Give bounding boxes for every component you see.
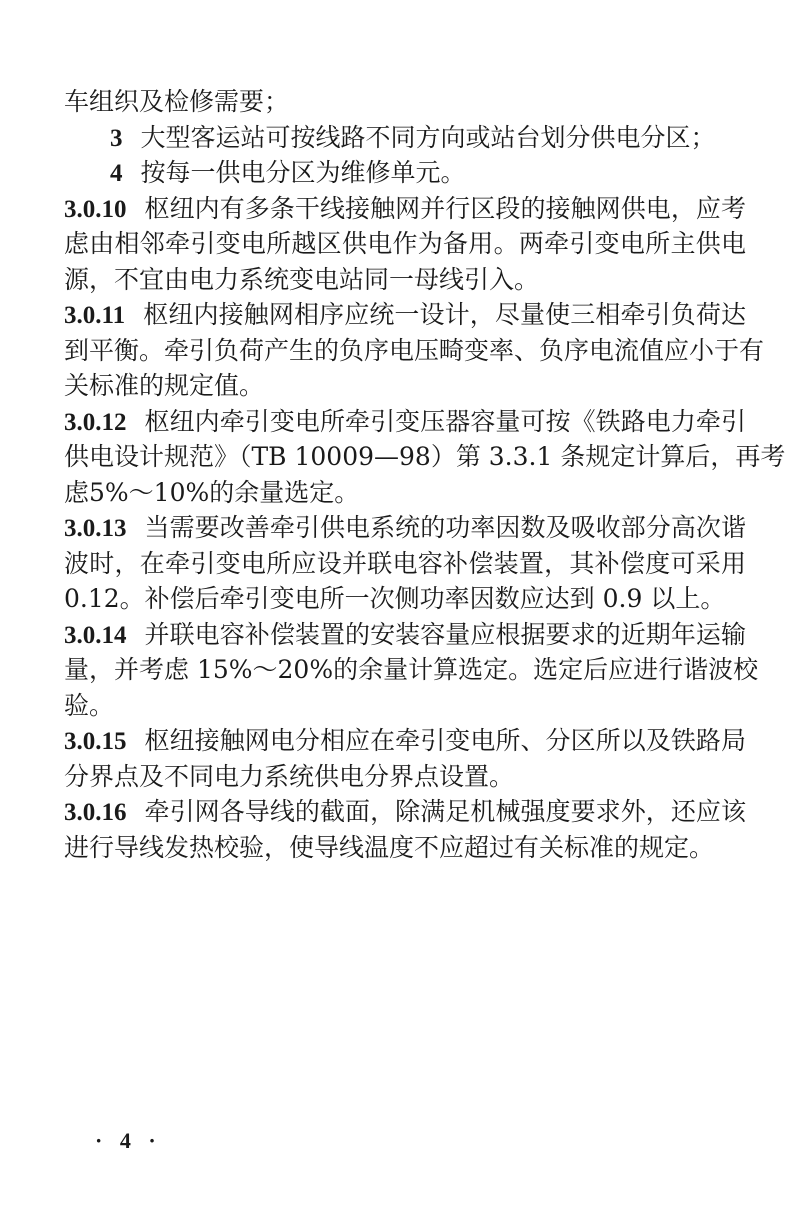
text-line [64, 723, 746, 759]
clause-text: 枢纽内有多条干线接触网并行区段的接触网供电，应考 [144, 193, 746, 223]
text-line [64, 262, 746, 298]
clause-text: 并联电容补偿装置的安装容量应根据要求的近期年运输 [144, 619, 746, 649]
document-body [64, 84, 786, 865]
clause-text: 源，不宜由电力系统变电站同一母线引入。 [64, 264, 540, 294]
text-line [64, 617, 746, 653]
clause-number: 3.0.16 [64, 799, 127, 826]
clause-number: 3.0.14 [64, 621, 127, 649]
clause-text: 按每一供电分区为维修单元。 [140, 158, 466, 187]
page-number: · 4 · [95, 1128, 162, 1153]
text-line [64, 759, 746, 795]
text-line [64, 581, 746, 617]
text-line [64, 794, 746, 830]
text-line [64, 297, 746, 333]
text-line [64, 226, 746, 262]
clause-text: 虑5%～10%的余量选定。 [64, 477, 360, 507]
clause-number: 3.0.13 [64, 515, 127, 542]
clause-number: 3.0.15 [64, 728, 127, 755]
clause-text: 枢纽内牵引变电所牵引变压器容量可按《铁路电力牵引 [144, 406, 746, 436]
clause-text: 供电设计规范》（TB 10009—98）第 3.3.1 条规定计算后，再考 [64, 442, 786, 471]
clause-text: 验。 [64, 690, 115, 720]
text-line [64, 439, 786, 475]
clause-text: 当需要改善牵引供电系统的功率因数及吸收部分高次谐 [144, 513, 746, 542]
text-line [64, 155, 746, 191]
clause-text: 进行导线发热校验，使导线温度不应超过有关标准的规定。 [64, 832, 715, 862]
clause-number: 3.0.11 [64, 302, 126, 329]
clause-text: 关标准的规定值。 [64, 371, 265, 400]
text-line [64, 333, 765, 369]
clause-number: 3 [110, 124, 123, 152]
text-line [64, 368, 746, 404]
text-line [64, 191, 746, 227]
text-line [64, 404, 746, 440]
clause-text: 量，并考虑 15%～20%的余量计算选定。选定后应进行谐波校 [64, 655, 759, 684]
clause-text: 到平衡。牵引负荷产生的负序电压畸变率、负序电流值应小于有 [64, 335, 765, 365]
text-line [64, 652, 759, 688]
text-line [64, 546, 746, 582]
text-line [64, 830, 746, 866]
text-line [64, 120, 746, 156]
clause-text: 大型客运站可按线路不同方向或站台划分供电分区； [140, 122, 716, 152]
clause-number: 4 [110, 160, 123, 187]
clause-text: 牵引网各导线的截面，除满足机械强度要求外，还应该 [144, 797, 746, 826]
clause-text: 0.12。补偿后牵引变电所一次侧功率因数应达到 0.9 以上。 [64, 584, 726, 613]
text-line [64, 475, 746, 511]
text-line [64, 688, 746, 724]
clause-number: 3.0.12 [64, 408, 127, 436]
clause-text: 枢纽内接触网相序应统一设计，尽量使三相牵引负荷达 [143, 300, 746, 329]
clause-number: 3.0.10 [64, 195, 127, 223]
clause-text: 虑由相邻牵引变电所越区供电作为备用。两牵引变电所主供电 [64, 229, 746, 258]
clause-text: 枢纽接触网电分相应在牵引变电所、分区所以及铁路局 [144, 726, 746, 755]
clause-text: 车组织及检修需要； [64, 87, 290, 116]
clause-text: 分界点及不同电力系统供电分界点设置。 [64, 761, 515, 791]
clause-text: 波时，在牵引变电所应设并联电容补偿装置，其补偿度可采用 [64, 548, 746, 578]
text-line [64, 84, 746, 120]
text-line [64, 510, 746, 546]
